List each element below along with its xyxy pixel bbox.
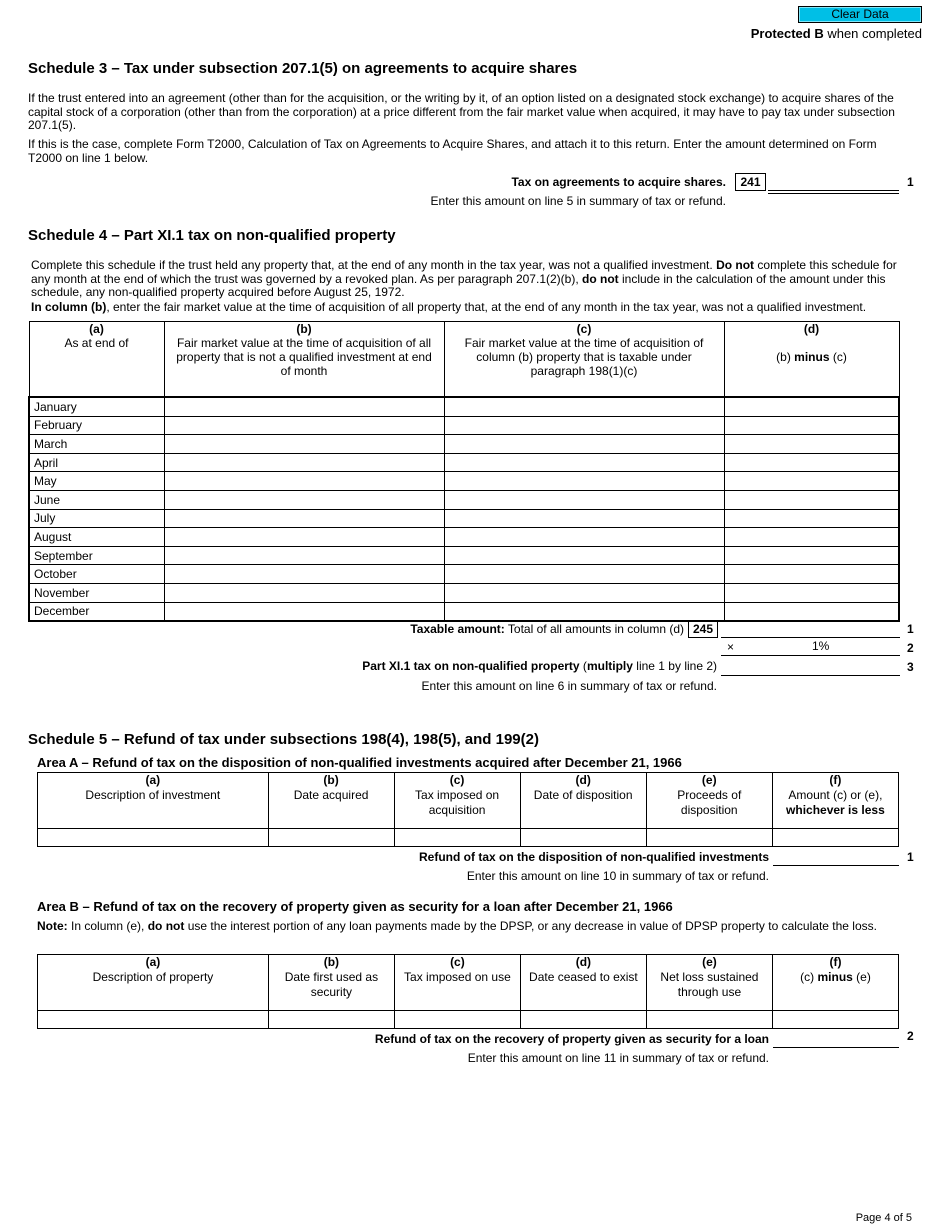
schedule4-row xyxy=(29,490,899,509)
schedule4-row xyxy=(29,416,899,435)
areaB-header-row xyxy=(38,955,899,1011)
schedule4-row xyxy=(29,435,899,454)
schedule3-para2: If this is the case, complete Form T2000, Calculation of Tax on Agreements to Acquire Shares, and attach it to this return. Enter the amount determined on Form T2000 on line 1 below. xyxy=(28,137,877,165)
areaA-title: Area A – Refund of tax on the disposition of non-qualified investments acquired after December 21, 1966 xyxy=(37,755,682,770)
schedule4-cell-c[interactable] xyxy=(444,528,724,547)
schedule4-line3-note: Enter this amount on line 6 in summary of tax or refund. xyxy=(421,679,717,693)
schedule4-para1-e: include in the calculation of the amount under this schedule, any non-qualified property acquired before August 25, 1972. xyxy=(31,271,886,299)
schedule4-month-label: August xyxy=(29,528,164,547)
schedule3-para1: If the trust entered into an agreement (other than for the acquisition, or the writing by it, of an option listed on a designated stock exchange) to acquire shares of the capital stock of a corporation (other than from the corporation) at a price different from the fair market value when acquired, it may have to pay tax under subsection 207.1(5). xyxy=(28,91,895,132)
schedule4-row xyxy=(29,509,899,528)
schedule4-cell-c[interactable] xyxy=(444,509,724,528)
schedule4-month-label: September xyxy=(29,546,164,565)
areaB-cell-f[interactable] xyxy=(773,1011,899,1029)
schedule4-cell-b[interactable] xyxy=(164,546,444,565)
schedule4-para1-c: complete this schedule for any month at the end of which the trust was governed by a revoked plan. As per paragraph 207.1(2)(b), xyxy=(31,258,897,286)
areaB-total-label: Refund of tax on the recovery of property given as security for a loan xyxy=(374,1032,769,1046)
schedule4-para2 xyxy=(31,301,911,315)
areaB-note xyxy=(37,920,913,934)
areaA-header-row xyxy=(38,773,899,829)
schedule4-col-d: (d) (b) minus (c) xyxy=(724,322,899,398)
schedule4-line1-bold: Taxable amount: xyxy=(410,622,505,636)
schedule4-cell-b[interactable] xyxy=(164,435,444,454)
schedule4-cell-d xyxy=(724,583,899,602)
schedule4-cell-d xyxy=(724,490,899,509)
schedule4-cell-d xyxy=(724,528,899,547)
areaA-col-e: (e) Proceeds of disposition xyxy=(646,773,772,829)
schedule4-line3-bold: Part XI.1 tax on non-qualified property xyxy=(362,659,580,673)
schedule4-line1-code: 245 xyxy=(688,620,718,638)
schedule4-row xyxy=(29,565,899,584)
schedule4-line3-field[interactable] xyxy=(721,657,900,676)
areaB-cell-d[interactable] xyxy=(520,1011,646,1029)
areaB-note-a: In column (e), xyxy=(67,919,148,933)
protected-suffix: when completed xyxy=(823,26,922,41)
areaB-table xyxy=(37,954,899,1029)
areaA-col-d: (d) Date of disposition xyxy=(520,773,646,829)
schedule5-title: Schedule 5 – Refund of tax under subsections 198(4), 198(5), and 199(2) xyxy=(28,731,539,748)
areaA-total-label: Refund of tax on the disposition of non-qualified investments xyxy=(419,850,769,864)
schedule4-line1-label xyxy=(410,622,684,636)
areaA-total-note: Enter this amount on line 10 in summary of tax or refund. xyxy=(466,869,769,883)
schedule4-cell-c[interactable] xyxy=(444,490,724,509)
schedule4-para1-d: do not xyxy=(582,271,619,286)
schedule4-cell-b[interactable] xyxy=(164,472,444,491)
areaB-data-row xyxy=(38,1011,899,1029)
schedule4-row xyxy=(29,528,899,547)
schedule4-line2-field xyxy=(721,639,900,656)
schedule4-col-c: (c) Fair market value at the time of acquisition of column (b) property that is taxable under paragraph 198(1)(c) xyxy=(444,322,724,398)
schedule4-line2-rate: 1% xyxy=(812,639,830,653)
schedule4-row xyxy=(29,546,899,565)
schedule4-cell-b[interactable] xyxy=(164,509,444,528)
schedule4-col-a: (a) As at end of xyxy=(29,322,164,398)
areaB-total-field[interactable] xyxy=(773,1030,899,1048)
protected-label xyxy=(751,26,922,41)
schedule4-month-label: July xyxy=(29,509,164,528)
areaA-total-number: 1 xyxy=(907,850,914,864)
protected-b: Protected B xyxy=(750,26,824,41)
areaB-col-f: (f) (c) minus (e) xyxy=(773,955,899,1011)
areaB-total-number: 2 xyxy=(907,1029,914,1043)
schedule3-line1-field[interactable] xyxy=(768,190,899,194)
areaA-col-b: (b) Date acquired xyxy=(268,773,394,829)
schedule4-cell-b[interactable] xyxy=(164,565,444,584)
areaB-title: Area B – Refund of tax on the recovery of property given as security for a loan after December 21, 1966 xyxy=(37,899,673,914)
schedule4-month-label: October xyxy=(29,565,164,584)
schedule4-cell-d xyxy=(724,453,899,472)
areaB-note-c: use the interest portion of any loan payments made by the DPSP, or any decrease in value of DPSP property to calculate the loss. xyxy=(184,919,877,933)
schedule4-cell-c[interactable] xyxy=(444,546,724,565)
areaA-cell-b[interactable] xyxy=(268,829,394,847)
schedule4-line1-number: 1 xyxy=(907,622,914,636)
schedule4-col-b: (b) Fair market value at the time of acquisition of all property that is not a qualified investment at end of month xyxy=(164,322,444,398)
schedule4-month-label: March xyxy=(29,435,164,454)
schedule3-line1-number: 1 xyxy=(907,175,914,189)
schedule4-cell-d xyxy=(724,435,899,454)
schedule4-line2-times: × xyxy=(727,640,735,654)
areaA-col-f: (f) Amount (c) or (e), whichever is less xyxy=(772,773,898,829)
schedule4-para2-a: In column (b) xyxy=(31,300,107,314)
areaA-col-a: (a) Description of investment xyxy=(38,773,269,829)
schedule4-table xyxy=(28,321,900,622)
schedule3-line1-label: Tax on agreements to acquire shares. xyxy=(511,175,726,189)
schedule4-row xyxy=(29,602,899,621)
areaB-col-e: (e) Net loss sustained through use xyxy=(646,955,772,1011)
areaA-cell-c[interactable] xyxy=(394,829,520,847)
areaB-note-b: do not xyxy=(147,919,185,933)
schedule4-para2-b: , enter the fair market value at the time of acquisition of all property that, at the end of any month in the tax year, was not a qualified investment. xyxy=(106,300,867,314)
areaB-col-b: (b) Date first used as security xyxy=(268,955,394,1011)
schedule4-line1-field[interactable] xyxy=(721,620,900,638)
areaB-col-a: (a) Description of property xyxy=(38,955,269,1011)
schedule4-month-label: May xyxy=(29,472,164,491)
schedule4-line3-mult: multiply xyxy=(586,659,633,673)
schedule4-table-body xyxy=(29,397,899,621)
schedule4-month-label: June xyxy=(29,490,164,509)
schedule4-cell-b[interactable] xyxy=(164,528,444,547)
areaB-cell-e[interactable] xyxy=(646,1011,772,1029)
areaA-cell-d[interactable] xyxy=(520,829,646,847)
schedule4-cell-b[interactable] xyxy=(164,453,444,472)
areaB-note-bold: Note: xyxy=(37,919,68,933)
schedule4-cell-c[interactable] xyxy=(444,397,724,416)
schedule4-cell-d xyxy=(724,546,899,565)
schedule4-cell-b[interactable] xyxy=(164,602,444,621)
schedule4-row xyxy=(29,397,899,416)
schedule4-row xyxy=(29,453,899,472)
clear-data-button[interactable]: Clear Data xyxy=(798,6,922,23)
areaB-col-d: (d) Date ceased to exist xyxy=(520,955,646,1011)
schedule4-cell-c[interactable] xyxy=(444,435,724,454)
areaA-data-row xyxy=(38,829,899,847)
areaB-col-c: (c) Tax imposed on use xyxy=(394,955,520,1011)
schedule4-month-label: April xyxy=(29,453,164,472)
schedule3-title: Schedule 3 – Tax under subsection 207.1(5) on agreements to acquire shares xyxy=(28,60,578,77)
schedule4-line3-open: ( xyxy=(579,659,587,673)
schedule4-cell-d xyxy=(724,472,899,491)
schedule3-line1-code: 241 xyxy=(735,173,766,191)
schedule4-month-label: February xyxy=(29,416,164,435)
areaA-cell-e[interactable] xyxy=(646,829,772,847)
schedule4-cell-c[interactable] xyxy=(444,602,724,621)
schedule4-line1-rest: Total of all amounts in column (d) xyxy=(504,622,684,636)
schedule4-month-label: December xyxy=(29,602,164,621)
schedule4-line3-number: 3 xyxy=(907,660,914,674)
schedule4-month-label: November xyxy=(29,583,164,602)
schedule4-cell-c[interactable] xyxy=(444,565,724,584)
schedule4-row xyxy=(29,583,899,602)
schedule4-cell-c[interactable] xyxy=(444,416,724,435)
schedule4-cell-c[interactable] xyxy=(444,583,724,602)
areaA-cell-a[interactable] xyxy=(38,829,269,847)
areaA-table xyxy=(37,772,899,847)
schedule4-title: Schedule 4 – Part XI.1 tax on non-qualified property xyxy=(28,227,396,244)
schedule4-row xyxy=(29,472,899,491)
schedule4-cell-d xyxy=(724,602,899,621)
areaA-cell-f[interactable] xyxy=(772,829,898,847)
schedule4-cell-b[interactable] xyxy=(164,490,444,509)
schedule4-para1-b: Do not xyxy=(716,258,755,272)
schedule4-line3-rest: line 1 by line 2) xyxy=(632,659,717,673)
areaB-cell-b[interactable] xyxy=(268,1011,394,1029)
schedule4-cell-b[interactable] xyxy=(164,416,444,435)
schedule4-cell-d xyxy=(724,509,899,528)
schedule4-cell-d xyxy=(724,397,899,416)
schedule4-line2-number: 2 xyxy=(907,641,914,655)
schedule4-cell-c[interactable] xyxy=(444,472,724,491)
schedule4-cell-c[interactable] xyxy=(444,453,724,472)
schedule4-month-label: January xyxy=(29,397,164,416)
page-number: Page 4 of 5 xyxy=(855,1212,912,1224)
areaB-total-note: Enter this amount on line 11 in summary of tax or refund. xyxy=(467,1051,769,1065)
schedule4-cell-b[interactable] xyxy=(164,583,444,602)
schedule4-cell-b[interactable] xyxy=(164,397,444,416)
schedule4-para1-a: Complete this schedule if the trust held any property that, at the end of any month in the tax year, was not a qualified investment. xyxy=(31,258,717,272)
schedule4-para1 xyxy=(31,259,911,300)
areaA-total-field[interactable] xyxy=(773,848,899,866)
schedule3-line1-note: Enter this amount on line 5 in summary of tax or refund. xyxy=(430,194,726,208)
areaA-col-c: (c) Tax imposed on acquisition xyxy=(394,773,520,829)
schedule4-cell-d xyxy=(724,565,899,584)
areaB-cell-a[interactable] xyxy=(38,1011,269,1029)
schedule4-cell-d xyxy=(724,416,899,435)
schedule4-line3-label xyxy=(362,659,717,673)
areaB-cell-c[interactable] xyxy=(394,1011,520,1029)
